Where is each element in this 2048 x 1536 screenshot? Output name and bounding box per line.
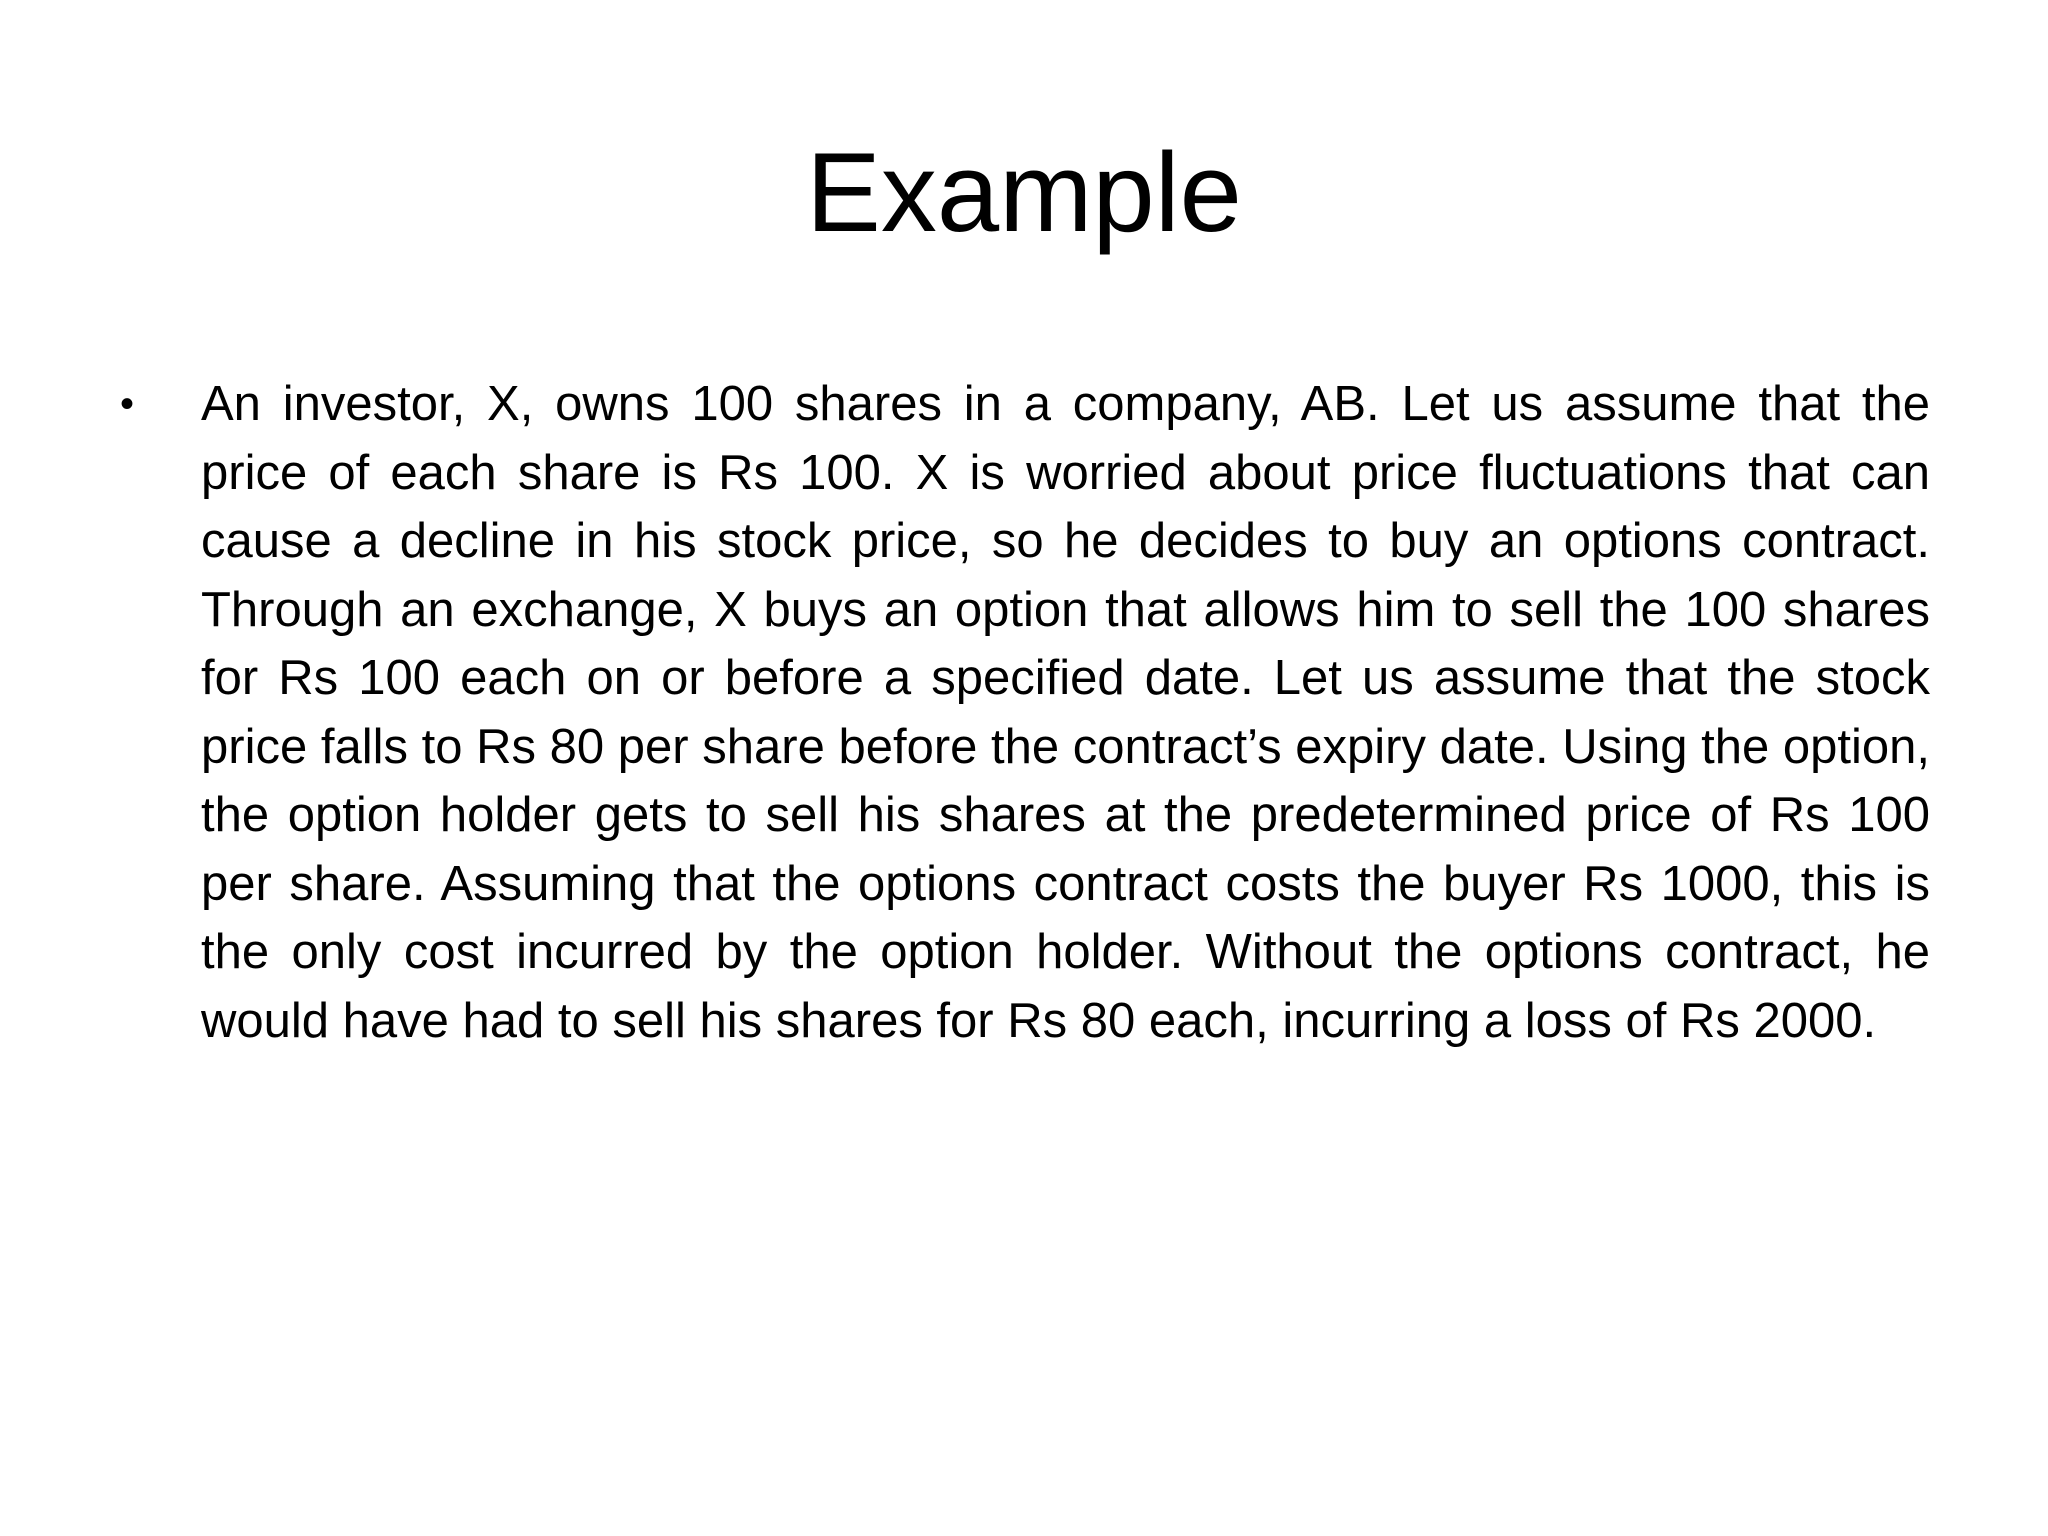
bullet-text: An investor, X, owns 100 shares in a company, AB. Let us assume that the price of each share is Rs 100. X is worried about price fluctuations that can cause a decline in his stock price, so he decides to buy an options contract. Through an exchange, X buys an option that allows him to sell the 100 shares for Rs 100 each on or before a specified date. Let us assume that the stock price falls to Rs 80 per share before the contract’s expiry date. Using the option, the option holder gets to sell his shares at the predetermined price of Rs 100 per share. Assuming that the options contract costs the buyer Rs 1000, this is the only cost incurred by the option holder. Without the options contract, he would have had to sell his shares for Rs 80 each, incurring a loss of Rs 2000. bbox=[201, 377, 1930, 1048]
slide-title: Example bbox=[806, 130, 1242, 255]
bullet-list bbox=[120, 370, 1930, 1055]
bullet-item bbox=[120, 370, 1930, 1055]
bullet-marker: • bbox=[120, 382, 135, 426]
